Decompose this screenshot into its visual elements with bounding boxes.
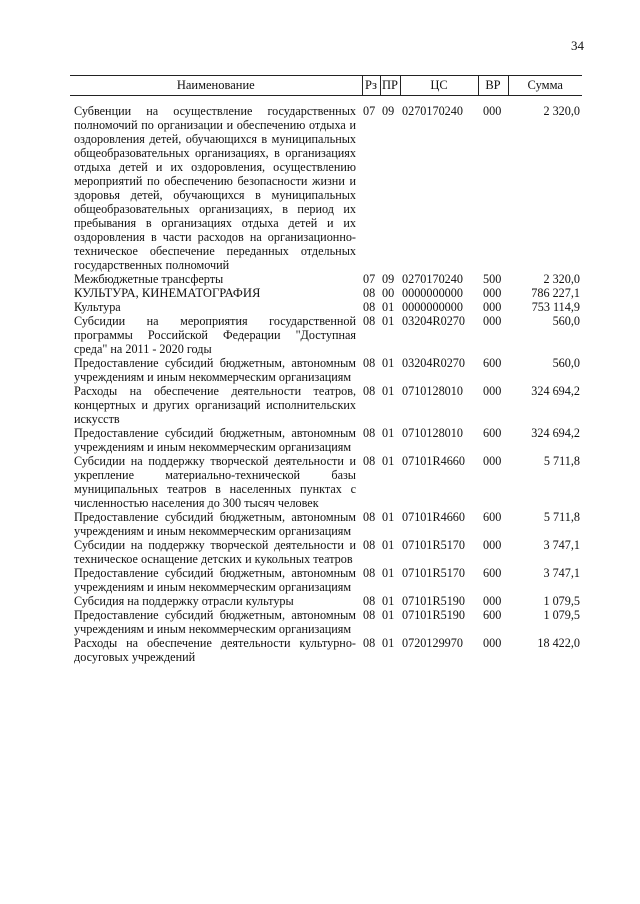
cell-cs: 07101R5190: [402, 594, 465, 608]
cell-rz: 08: [363, 286, 376, 300]
table-row: [70, 356, 582, 384]
cell-pr: 01: [382, 566, 395, 580]
cell-rz: 08: [363, 384, 376, 398]
cell-vr: 000: [483, 286, 502, 300]
header-pr: ПР: [380, 76, 400, 96]
cell-name: Расходы на обеспечение деятельности театров, концертных и других организаций исполнительских искусств: [74, 384, 356, 426]
cell-pr: 01: [382, 608, 395, 622]
cell-vr: 000: [483, 538, 502, 552]
cell-cs: 07101R5170: [402, 566, 465, 580]
cell-sum: 786 227,1: [531, 286, 580, 300]
cell-name: Предоставление субсидий бюджетным, автономным учреждениям и иным некоммерческим организациям: [74, 608, 356, 636]
cell-rz: 08: [363, 300, 376, 314]
table-row: [70, 636, 582, 664]
cell-rz: 07: [363, 272, 376, 286]
cell-rz: 08: [363, 594, 376, 608]
table-row: [70, 104, 582, 272]
table-row: [70, 538, 582, 566]
cell-name: КУЛЬТУРА, КИНЕМАТОГРАФИЯ: [74, 286, 261, 300]
cell-name: Предоставление субсидий бюджетным, автономным учреждениям и иным некоммерческим организациям: [74, 510, 356, 538]
cell-name: Субсидии на поддержку творческой деятельности и техническое оснащение детских и кукольных театров: [74, 538, 356, 566]
table-row: [70, 510, 582, 538]
cell-pr: 01: [382, 300, 395, 314]
cell-pr: 09: [382, 104, 395, 118]
cell-name: Субсидии на поддержку творческой деятельности и укрепление материально-технической базы муниципальных театров в населенных пунктах с численностью населения до 300 тысяч человек: [74, 454, 356, 510]
header-vr: ВР: [478, 76, 508, 96]
cell-sum: 1 079,5: [543, 594, 580, 608]
cell-rz: 08: [363, 608, 376, 622]
cell-vr: 000: [483, 454, 502, 468]
cell-name: Предоставление субсидий бюджетным, автономным учреждениям и иным некоммерческим организациям: [74, 356, 356, 384]
table-header: [70, 76, 582, 105]
cell-rz: 07: [363, 104, 376, 118]
cell-vr: 600: [483, 510, 502, 524]
cell-name: Предоставление субсидий бюджетным, автономным учреждениям и иным некоммерческим организациям: [74, 426, 356, 454]
cell-rz: 08: [363, 426, 376, 440]
cell-pr: 01: [382, 636, 395, 650]
table-row: [70, 426, 582, 454]
table-row: [70, 566, 582, 594]
cell-rz: 08: [363, 566, 376, 580]
table-row: [70, 272, 582, 286]
cell-vr: 000: [483, 300, 502, 314]
cell-cs: 0710128010: [402, 426, 463, 440]
cell-pr: 01: [382, 454, 395, 468]
cell-cs: 07101R4660: [402, 454, 465, 468]
table-body: [70, 104, 582, 664]
cell-cs: 03204R0270: [402, 314, 465, 328]
cell-pr: 01: [382, 314, 395, 328]
cell-rz: 08: [363, 314, 376, 328]
cell-rz: 08: [363, 356, 376, 370]
cell-rz: 08: [363, 510, 376, 524]
cell-name: Субсидия на поддержку отрасли культуры: [74, 594, 294, 608]
cell-vr: 500: [483, 272, 502, 286]
cell-pr: 01: [382, 594, 395, 608]
budget-table: [70, 75, 582, 664]
cell-pr: 00: [382, 286, 395, 300]
cell-cs: 0710128010: [402, 384, 463, 398]
cell-cs: 0720129970: [402, 636, 463, 650]
cell-vr: 600: [483, 566, 502, 580]
cell-name: Субсидии на мероприятия государственной программы Российской Федерации "Доступная среда" на 2011 - 2020 годы: [74, 314, 356, 356]
cell-name: Культура: [74, 300, 121, 314]
cell-rz: 08: [363, 538, 376, 552]
cell-vr: 000: [483, 104, 502, 118]
cell-sum: 1 079,5: [543, 608, 580, 622]
header-cs: ЦС: [400, 76, 478, 96]
cell-sum: 3 747,1: [543, 566, 580, 580]
cell-sum: 324 694,2: [531, 426, 580, 440]
cell-rz: 08: [363, 454, 376, 468]
cell-name: Субвенции на осуществление государственных полномочий по организации и обеспечению отдыха и оздоровления детей, обучающихся в муниципальных общеобразовательных организациях, в организациях отдыха детей и их оздоровления, осуществлению мероприятий по обеспечению безопасности жизни и здоровья детей, обучающихся в муниципальных общеобразовательных организациях, в период их пребывания в организациях отдыха детей и их оздоровления в части расходов на организационно-техническое обеспечение переданных отдельных государственных полномочий: [74, 104, 356, 272]
header-sum: Сумма: [508, 76, 582, 96]
cell-vr: 000: [483, 384, 502, 398]
cell-cs: 0000000000: [402, 286, 463, 300]
cell-vr: 000: [483, 636, 502, 650]
cell-pr: 01: [382, 538, 395, 552]
cell-vr: 000: [483, 314, 502, 328]
cell-cs: 0270170240: [402, 272, 463, 286]
header-name: Наименование: [70, 76, 362, 96]
table-row: [70, 286, 582, 300]
table-row: [70, 608, 582, 636]
cell-sum: 753 114,9: [531, 300, 580, 314]
table-row: [70, 594, 582, 608]
cell-sum: 5 711,8: [543, 510, 580, 524]
cell-sum: 324 694,2: [531, 384, 580, 398]
cell-sum: 2 320,0: [543, 104, 580, 118]
cell-name: Предоставление субсидий бюджетным, автономным учреждениям и иным некоммерческим организациям: [74, 566, 356, 594]
cell-sum: 2 320,0: [543, 272, 580, 286]
cell-pr: 01: [382, 426, 395, 440]
cell-vr: 600: [483, 426, 502, 440]
cell-vr: 000: [483, 594, 502, 608]
cell-vr: 600: [483, 356, 502, 370]
cell-sum: 18 422,0: [537, 636, 580, 650]
cell-sum: 560,0: [552, 314, 580, 328]
page-number: 34: [571, 38, 584, 53]
cell-name: Межбюджетные трансферты: [74, 272, 224, 286]
cell-cs: 0270170240: [402, 104, 463, 118]
cell-sum: 3 747,1: [543, 538, 580, 552]
cell-rz: 08: [363, 636, 376, 650]
cell-name: Расходы на обеспечение деятельности культурно-досуговых учреждений: [74, 636, 356, 664]
table-row: [70, 454, 582, 510]
cell-cs: 03204R0270: [402, 356, 465, 370]
cell-cs: 07101R5190: [402, 608, 465, 622]
header-rz: Рз: [362, 76, 380, 96]
table-row: [70, 314, 582, 356]
cell-cs: 0000000000: [402, 300, 463, 314]
cell-vr: 600: [483, 608, 502, 622]
cell-pr: 01: [382, 356, 395, 370]
table-row: [70, 384, 582, 426]
cell-pr: 01: [382, 510, 395, 524]
cell-cs: 07101R4660: [402, 510, 465, 524]
cell-cs: 07101R5170: [402, 538, 465, 552]
cell-pr: 09: [382, 272, 395, 286]
table-row: [70, 300, 582, 314]
cell-sum: 5 711,8: [543, 454, 580, 468]
cell-pr: 01: [382, 384, 395, 398]
cell-sum: 560,0: [552, 356, 580, 370]
